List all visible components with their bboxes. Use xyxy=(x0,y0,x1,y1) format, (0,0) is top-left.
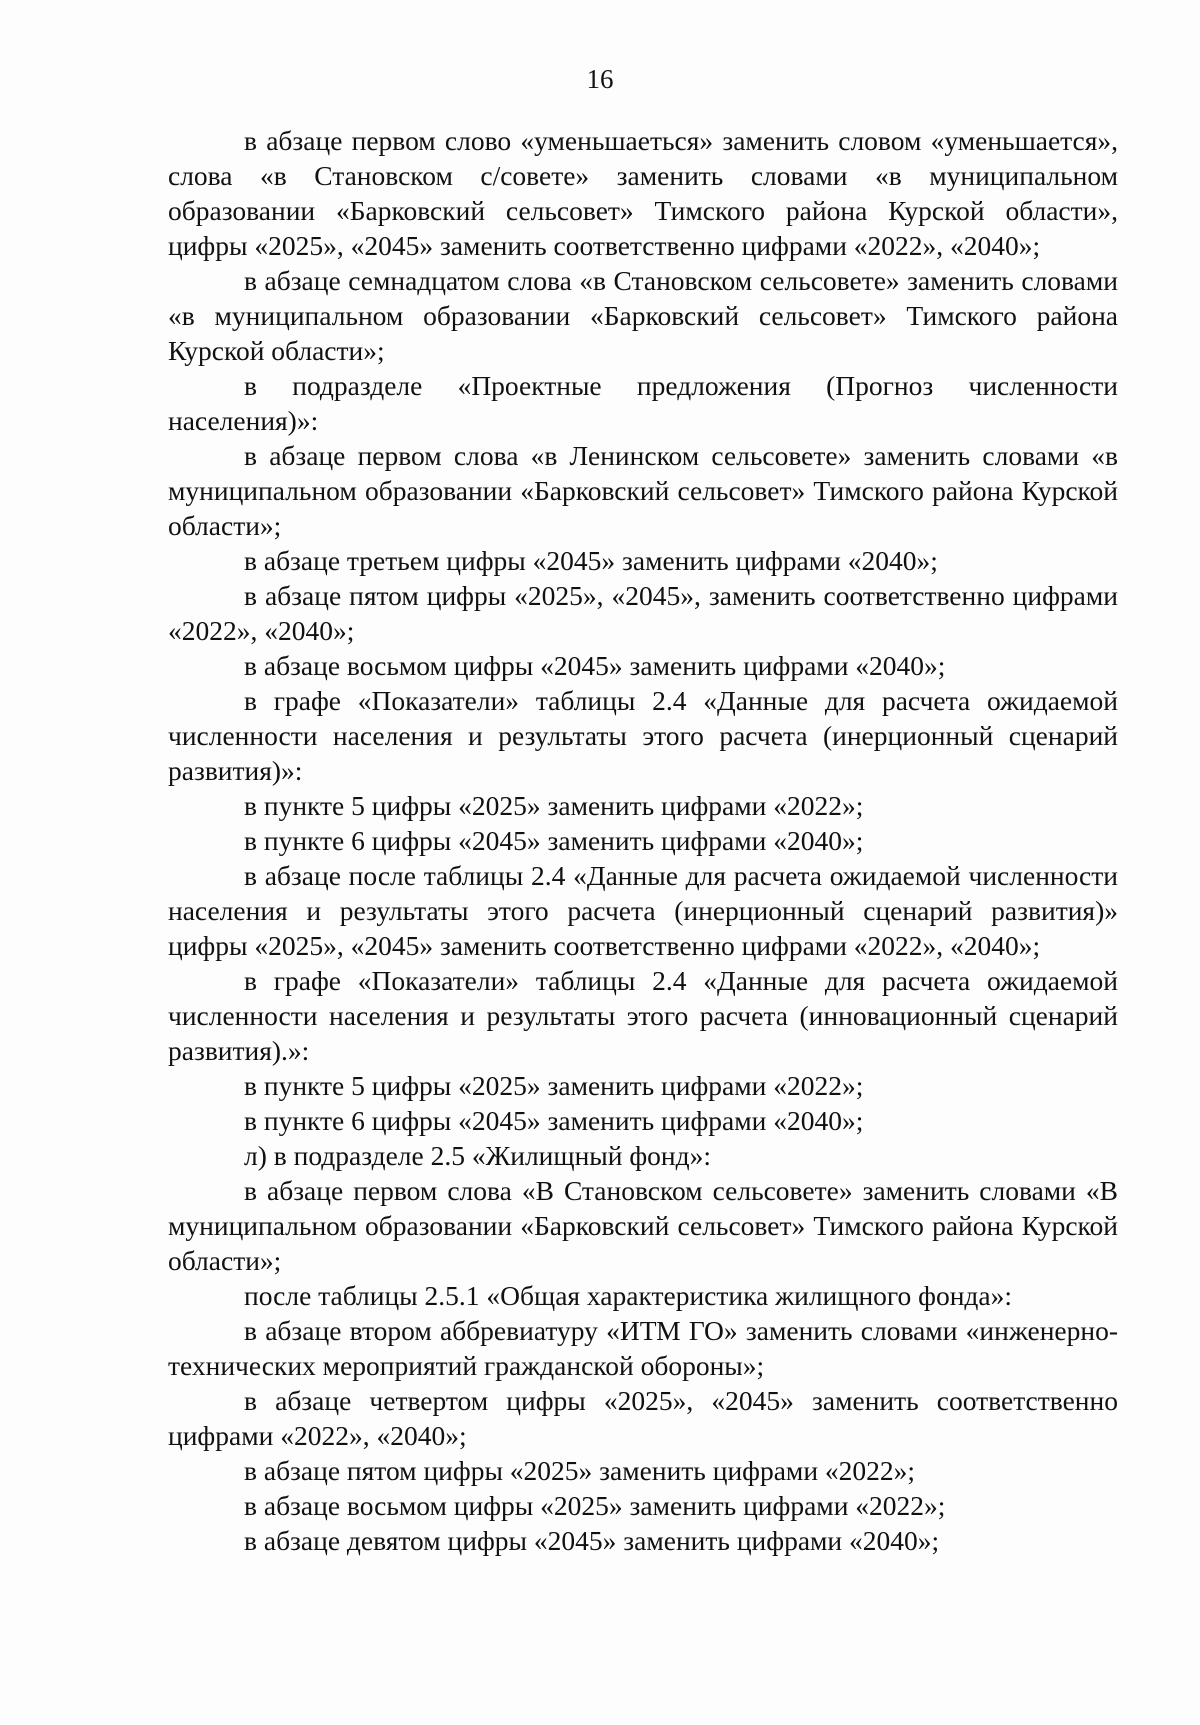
paragraph: после таблицы 2.5.1 «Общая характеристика жилищного фонда»: xyxy=(244,1280,1013,1311)
paragraph: в абзаце первом слова «в Ленинском сельсовете» заменить словами «в муниципальном образовании «Барковский сельсовет» Тимского района Курской области»; xyxy=(168,440,1118,541)
paragraph: в подразделе «Проектные предложения (Прогноз численности населения)»: xyxy=(168,370,1118,436)
paragraph: в пункте 6 цифры «2045» заменить цифрами «2040»; xyxy=(244,825,864,856)
paragraph: в абзаце восьмом цифры «2025» заменить цифрами «2022»; xyxy=(244,1490,946,1521)
paragraph: л) в подразделе 2.5 «Жилищный фонд»: xyxy=(244,1140,712,1171)
paragraph: в абзаце первом слово «уменьшаеться» заменить словом «уменьшается», слова «в Становском с/совете» заменить словами «в муниципальном образовании «Барковский сельсовет» Тимского района Курской области», цифры «2025», «2045» заменить соответственно цифрами «2022», «2040»; xyxy=(168,125,1118,261)
paragraph: в абзаце втором аббревиатуру «ИТМ ГО» заменить словами «инженерно-технических мероприятий гражданской обороны»; xyxy=(168,1315,1118,1381)
paragraph: в абзаце первом слова «В Становском сельсовете» заменить словами «В муниципальном образовании «Барковский сельсовет» Тимского района Курской области»; xyxy=(168,1175,1118,1276)
paragraph: в абзаце после таблицы 2.4 «Данные для расчета ожидаемой численности населения и результаты этого расчета (инерционный сценарий развития)» цифры «2025», «2045» заменить соответственно цифрами «2022», «2040»; xyxy=(168,860,1118,961)
paragraph: в абзаце третьем цифры «2045» заменить цифрами «2040»; xyxy=(244,545,938,576)
paragraph: в абзаце пятом цифры «2025» заменить цифрами «2022»; xyxy=(244,1455,916,1486)
paragraph: в абзаце девятом цифры «2045» заменить цифрами «2040»; xyxy=(244,1525,940,1556)
paragraph: в абзаце семнадцатом слова «в Становском сельсовете» заменить словами «в муниципальном образовании «Барковский сельсовет» Тимского района Курской области»; xyxy=(168,265,1118,366)
paragraph: в абзаце пятом цифры «2025», «2045», заменить соответственно цифрами «2022», «2040»; xyxy=(168,580,1118,646)
paragraph: в пункте 5 цифры «2025» заменить цифрами «2022»; xyxy=(244,1070,864,1101)
paragraph: в пункте 5 цифры «2025» заменить цифрами «2022»; xyxy=(244,790,864,821)
paragraph: в абзаце четвертом цифры «2025», «2045» заменить соответственно цифрами «2022», «2040»; xyxy=(168,1385,1118,1451)
page-number: 16 xyxy=(586,64,614,94)
paragraph: в графе «Показатели» таблицы 2.4 «Данные для расчета ожидаемой численности населения и результаты этого расчета (инновационный сценарий развития).»: xyxy=(168,965,1118,1066)
paragraph: в графе «Показатели» таблицы 2.4 «Данные для расчета ожидаемой численности населения и результаты этого расчета (инерционный сценарий развития)»: xyxy=(168,685,1118,786)
document-body xyxy=(168,123,1118,1558)
paragraph: в абзаце восьмом цифры «2045» заменить цифрами «2040»; xyxy=(244,650,946,681)
paragraph: в пункте 6 цифры «2045» заменить цифрами «2040»; xyxy=(244,1105,864,1136)
